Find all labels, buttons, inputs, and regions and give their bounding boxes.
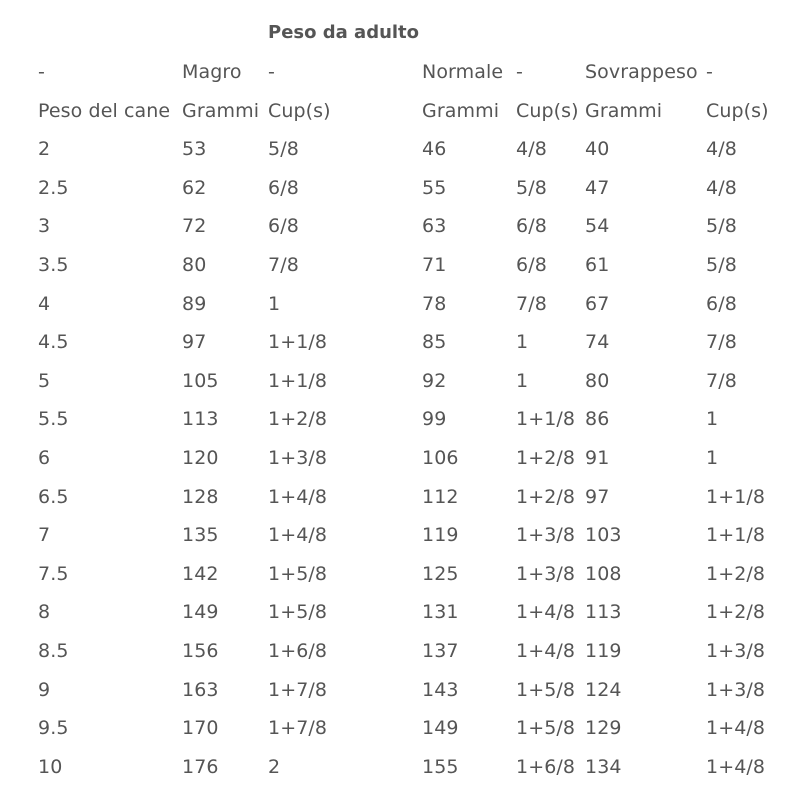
table-row-10-over-grams: 103: [585, 524, 622, 547]
group-header-dog-weight: -: [38, 61, 45, 83]
table-row-12-dog-weight: 8: [38, 601, 51, 624]
table-row-1-normal-cups: 5/8: [516, 176, 547, 199]
table-row-5-over-grams: 74: [585, 331, 610, 354]
table-row-15-normal-cups: 1+5/8: [516, 717, 576, 740]
table-row-3-normal-grams: 71: [422, 254, 447, 276]
table-row-1-dog-weight: 2.5: [38, 176, 69, 199]
table-row-8-lean-cups: 1+3/8: [268, 447, 328, 469]
table-row-8-lean-grams: 120: [182, 447, 219, 469]
table-title: Peso da adulto: [268, 22, 420, 43]
table-row-9-lean-cups: 1+4/8: [268, 485, 328, 508]
table-row-1-lean-grams: 62: [182, 176, 207, 199]
table-row-3-lean-cups: 7/8: [268, 254, 299, 276]
table-row-4-dog-weight: 4: [38, 292, 51, 315]
table-row-15-lean-grams: 170: [182, 717, 219, 740]
table-row-8-over-cups: 1: [706, 447, 719, 469]
column-header-dog-weight: Peso del cane: [38, 99, 171, 122]
table-row-15-dog-weight: 9.5: [38, 717, 69, 740]
table-row-16-dog-weight: 10: [38, 755, 63, 778]
table-row-11-normal-cups: 1+3/8: [516, 562, 576, 585]
table-row-12-normal-grams: 131: [422, 601, 459, 624]
table-row-7-over-cups: 1: [706, 408, 719, 431]
table-row-9-lean-grams: 128: [182, 485, 219, 508]
table-row-13-over-grams: 119: [585, 640, 622, 662]
table-row-2-dog-weight: 3: [38, 215, 51, 238]
table-row-8-normal-cups: 1+2/8: [516, 447, 576, 469]
table-row-7-dog-weight: 5.5: [38, 408, 69, 431]
table-row-12-over-cups: 1+2/8: [706, 601, 766, 624]
table-row-12-lean-grams: 149: [182, 601, 219, 624]
table-row-16-lean-grams: 176: [182, 755, 219, 778]
table-row-2-normal-grams: 63: [422, 215, 447, 238]
table-row-14-normal-cups: 1+5/8: [516, 678, 576, 701]
table-row-4-lean-cups: 1: [268, 292, 281, 315]
table-row-4-normal-cups: 7/8: [516, 292, 547, 315]
table-row-14-normal-grams: 143: [422, 678, 459, 701]
table-row-11-normal-grams: 125: [422, 562, 459, 585]
table-row-7-normal-cups: 1+1/8: [516, 408, 576, 431]
table-row-13-dog-weight: 8.5: [38, 640, 69, 662]
table-row-5-lean-cups: 1+1/8: [268, 331, 328, 354]
table-row-9-over-grams: 97: [585, 485, 610, 508]
table-row-3-dog-weight: 3.5: [38, 254, 69, 276]
group-header-lean-cups: -: [268, 61, 275, 83]
table-row-4-normal-grams: 78: [422, 292, 447, 315]
table-row-0-lean-grams: 53: [182, 138, 207, 161]
table-row-13-lean-grams: 156: [182, 640, 219, 662]
table-row-5-lean-grams: 97: [182, 331, 207, 354]
table-row-10-normal-grams: 119: [422, 524, 459, 547]
table-row-10-over-cups: 1+1/8: [706, 524, 766, 547]
table-row-16-normal-cups: 1+6/8: [516, 755, 576, 778]
table-row-5-normal-grams: 85: [422, 331, 447, 354]
table-row-11-lean-cups: 1+5/8: [268, 562, 328, 585]
table-row-15-over-cups: 1+4/8: [706, 717, 766, 740]
table-row-9-normal-cups: 1+2/8: [516, 485, 576, 508]
table-row-13-lean-cups: 1+6/8: [268, 640, 328, 662]
table-row-12-lean-cups: 1+5/8: [268, 601, 328, 624]
table-row-4-over-cups: 6/8: [706, 292, 737, 315]
table-row-7-lean-grams: 113: [182, 408, 219, 431]
table-row-0-over-cups: 4/8: [706, 138, 737, 161]
table-row-3-over-cups: 5/8: [706, 254, 737, 276]
table-row-14-lean-cups: 1+7/8: [268, 678, 328, 701]
table-row-0-normal-cups: 4/8: [516, 138, 547, 161]
column-header-normal-cups: Cup(s): [516, 99, 579, 122]
table-row-1-lean-cups: 6/8: [268, 176, 299, 199]
table-row-14-dog-weight: 9: [38, 678, 51, 701]
group-header-normal-grams: Normale: [422, 61, 504, 83]
table-row-7-normal-grams: 99: [422, 408, 447, 431]
table-row-2-over-cups: 5/8: [706, 215, 737, 238]
table-row-1-normal-grams: 55: [422, 176, 447, 199]
table-row-11-over-grams: 108: [585, 562, 622, 585]
table-row-2-lean-grams: 72: [182, 215, 207, 238]
table-row-5-over-cups: 7/8: [706, 331, 737, 354]
table-row-6-over-grams: 80: [585, 369, 610, 392]
table-row-15-lean-cups: 1+7/8: [268, 717, 328, 740]
table-row-9-normal-grams: 112: [422, 485, 459, 508]
table-row-5-dog-weight: 4.5: [38, 331, 69, 354]
table-row-14-lean-grams: 163: [182, 678, 219, 701]
table-row-0-lean-cups: 5/8: [268, 138, 299, 161]
table-row-4-over-grams: 67: [585, 292, 610, 315]
group-header-over-cups: -: [706, 61, 713, 83]
table-row-3-normal-cups: 6/8: [516, 254, 547, 276]
table-row-1-over-cups: 4/8: [706, 176, 737, 199]
table-row-11-lean-grams: 142: [182, 562, 219, 585]
column-header-lean-grams: Grammi: [182, 99, 260, 122]
column-header-over-grams: Grammi: [585, 99, 663, 122]
table-row-16-normal-grams: 155: [422, 755, 459, 778]
table-row-14-over-grams: 124: [585, 678, 622, 701]
table-row-16-over-grams: 134: [585, 755, 622, 778]
table-row-10-normal-cups: 1+3/8: [516, 524, 576, 547]
table-row-11-over-cups: 1+2/8: [706, 562, 766, 585]
table-row-10-dog-weight: 7: [38, 524, 51, 547]
table-row-16-over-cups: 1+4/8: [706, 755, 766, 778]
table-row-14-over-cups: 1+3/8: [706, 678, 766, 701]
table-row-6-lean-grams: 105: [182, 369, 219, 392]
table-row-10-lean-cups: 1+4/8: [268, 524, 328, 547]
table-row-15-over-grams: 129: [585, 717, 622, 740]
group-header-lean-grams: Magro: [182, 61, 242, 83]
table-row-0-over-grams: 40: [585, 138, 610, 161]
table-row-15-normal-grams: 149: [422, 717, 459, 740]
table-row-2-lean-cups: 6/8: [268, 215, 299, 238]
column-header-lean-cups: Cup(s): [268, 99, 331, 122]
table-row-0-normal-grams: 46: [422, 138, 447, 161]
table-row-11-dog-weight: 7.5: [38, 562, 69, 585]
table-row-1-over-grams: 47: [585, 176, 610, 199]
table-row-13-normal-cups: 1+4/8: [516, 640, 576, 662]
table-row-12-over-grams: 113: [585, 601, 622, 624]
table-row-3-over-grams: 61: [585, 254, 610, 276]
table-row-7-over-grams: 86: [585, 408, 610, 431]
table-row-9-over-cups: 1+1/8: [706, 485, 766, 508]
table-row-6-over-cups: 7/8: [706, 369, 737, 392]
group-header-normal-cups: -: [516, 61, 523, 83]
table-row-2-normal-cups: 6/8: [516, 215, 547, 238]
table-row-13-over-cups: 1+3/8: [706, 640, 766, 662]
group-header-over-grams: Sovrappeso: [585, 61, 698, 83]
table-row-5-normal-cups: 1: [516, 331, 529, 354]
table-row-10-lean-grams: 135: [182, 524, 219, 547]
table-row-13-normal-grams: 137: [422, 640, 459, 662]
table-row-6-lean-cups: 1+1/8: [268, 369, 328, 392]
column-header-normal-grams: Grammi: [422, 99, 500, 122]
table-row-6-dog-weight: 5: [38, 369, 51, 392]
table-row-8-over-grams: 91: [585, 447, 610, 469]
table-row-12-normal-cups: 1+4/8: [516, 601, 576, 624]
table-row-16-lean-cups: 2: [268, 755, 281, 778]
table-row-9-dog-weight: 6.5: [38, 485, 69, 508]
table-row-2-over-grams: 54: [585, 215, 610, 238]
column-header-over-cups: Cup(s): [706, 99, 769, 122]
table-row-6-normal-cups: 1: [516, 369, 529, 392]
table-row-8-normal-grams: 106: [422, 447, 459, 469]
table-row-6-normal-grams: 92: [422, 369, 447, 392]
table-row-8-dog-weight: 6: [38, 447, 51, 469]
table-row-0-dog-weight: 2: [38, 138, 51, 161]
table-row-3-lean-grams: 80: [182, 254, 207, 276]
table-row-7-lean-cups: 1+2/8: [268, 408, 328, 431]
table-row-4-lean-grams: 89: [182, 292, 207, 315]
